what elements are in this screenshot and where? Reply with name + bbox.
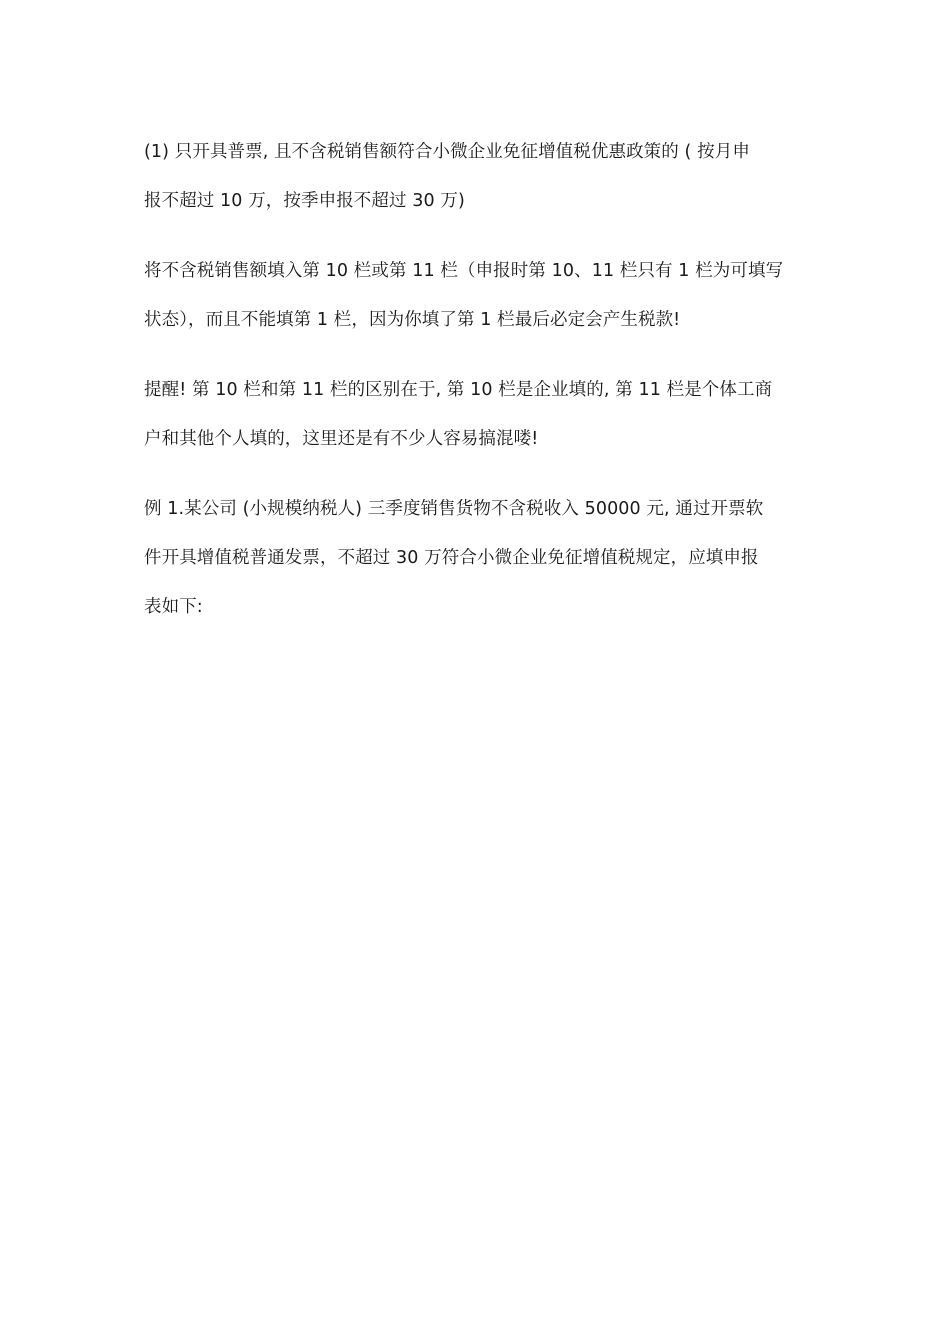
paragraph-reminder [144, 366, 810, 464]
text-line: 表如下: [144, 597, 203, 617]
text-line: 提醒! 第 10 栏和第 11 栏的区别在于, 第 10 栏是企业填的, 第 11 栏是个体工商 [144, 380, 773, 400]
text-line: 报不超过 10 万，按季申报不超过 30 万) [144, 191, 465, 211]
text-line: (1) 只开具普票, 且不含税销售额符合小微企业免征增值税优惠政策的 ( 按月申 [144, 142, 750, 162]
text-line: 户和其他个人填的，这里还是有不少人容易搞混喽! [144, 429, 539, 449]
paragraph-fill-columns [144, 247, 810, 345]
paragraph-spacer [144, 464, 810, 485]
paragraph-spacer [144, 345, 810, 366]
text-line: 将不含税销售额填入第 10 栏或第 11 栏（申报时第 10、11 栏只有 1 栏为可填写 [144, 261, 784, 281]
text-line: 状态），而且不能填第 1 栏，因为你填了第 1 栏最后必定会产生税款! [144, 310, 681, 330]
paragraph-example-1 [144, 485, 810, 632]
document-body [144, 128, 810, 632]
text-line: 件开具增值税普通发票，不超过 30 万符合小微企业免征增值税规定，应填申报 [144, 548, 759, 568]
paragraph-small-micro-policy [144, 128, 810, 226]
text-line: 例 1.某公司 (小规模纳税人) 三季度销售货物不含税收入 50000 元, 通过开票软 [144, 499, 764, 519]
paragraph-spacer [144, 226, 810, 247]
